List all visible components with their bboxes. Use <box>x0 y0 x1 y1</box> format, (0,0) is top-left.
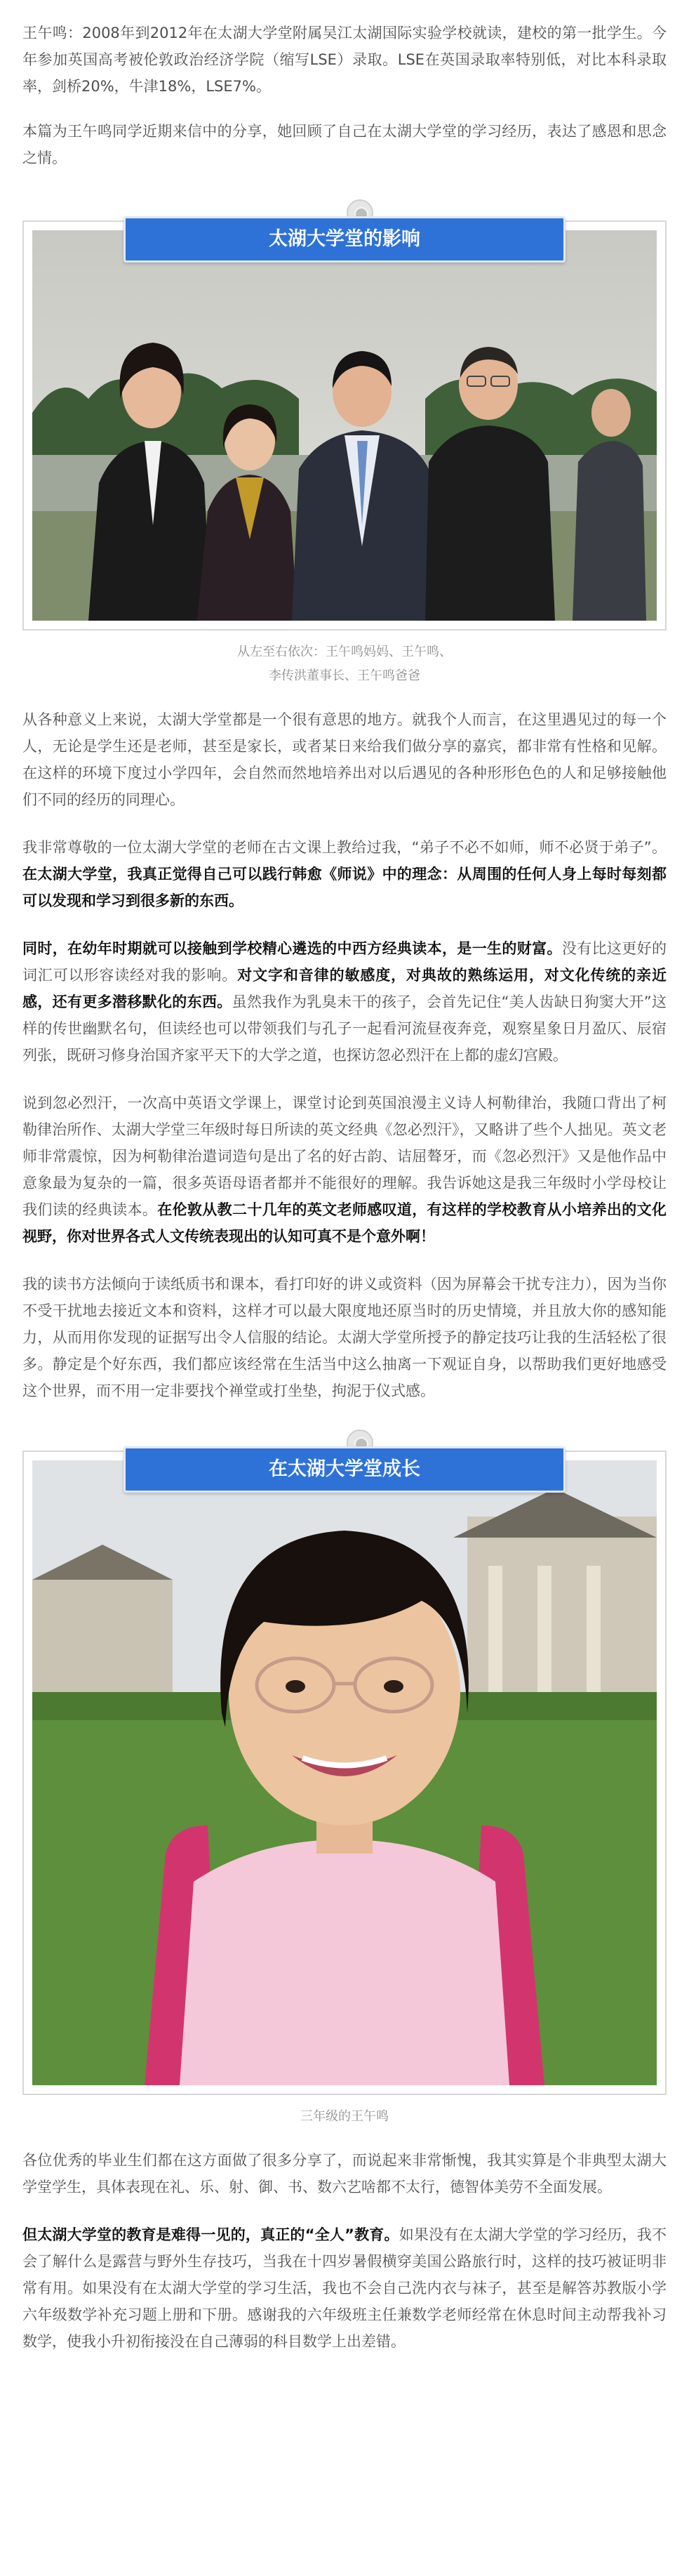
photo-caption-1 <box>22 640 667 688</box>
photo-caption-2: 三年级的王午鸣 <box>300 2109 389 2124</box>
bold-span: 在太湖大学堂，我真正觉得自己可以践行韩愈《师说》中的理念：从周围的任何人身上每时每刻都可以发现和学习到很多新的东西。 <box>22 866 667 909</box>
photo-frame-1 <box>22 220 667 630</box>
bold-span: 对文字和音律的敏感度，对典故的熟练运用，对文化传统的亲近感，还有更多潜移默化的东西。 <box>22 967 667 1010</box>
group-photo <box>32 230 657 621</box>
text-span: 如果没有在太湖大学堂的学习经历，我不会了解什么是露营与野外生存技巧，当我在十四岁暑假横穿美国公路旅行时，这样的技巧被证明非常有用。如果没有在太湖大学堂的学习生活，我也不会自己洗内衣与袜子，甚至是解答苏教版小学六年级数学补充习题上册和下册。感谢我的六年级班主任兼数学老师经常在休息时间主动帮我补习数学，使我小升初衔接没在自己薄弱的科目数学上出差错。 <box>22 2226 667 2350</box>
body-paragraph-3 <box>22 935 667 1069</box>
body-paragraph-2 <box>22 834 667 914</box>
caption-line-2: 李传洪董事长、王午鸣爸爸 <box>269 668 420 683</box>
text-span: 没有比这更好的词汇可以形容读经对我的影响。 <box>22 940 667 984</box>
text-span: 我非常尊敬的一位太湖大学堂的老师在古文课上教给过我，“弟子不必不如师，师不必贤于弟子”。 <box>22 839 667 856</box>
body-paragraph-4 <box>22 1090 667 1250</box>
section-title-banner: 在太湖大学堂成长 <box>123 1446 566 1493</box>
section-title-banner: 太湖大学堂的影响 <box>123 216 566 263</box>
intro-paragraph-1: 王午鸣：2008年到2012年在太湖大学堂附属吴江太湖国际实验学校就读，建校的第一批学生。今年参加英国高考被伦敦政治经济学院（缩写LSE）录取。LSE在英国录取率特别低，对比本科录取率，剑桥20%，牛津18%，LSE7%。 <box>22 25 667 95</box>
bold-span: 但太湖大学堂的教育是难得一见的，真正的“全人”教育。 <box>22 2226 399 2243</box>
text-span: 虽然我作为乳臭未干的孩子，会首先记住“美人齿缺日狗窦大开”这样的传世幽默名句，但读经也可以带领我们与孔子一起看河流昼夜奔竞，观察星象日月盈仄、辰宿列张，既研习修身治国齐家平天下的大学之道，也探访忽必烈汗在上都的虚幻宫殿。 <box>22 993 667 1064</box>
bold-span: 同时，在幼年时期就可以接触到学校精心遴选的中西方经典读本，是一生的财富。 <box>22 940 562 957</box>
text-span: 说到忽必烈汗，一次高中英语文学课上，课堂讨论到英国浪漫主义诗人柯勒律治，我随口背出了柯勒律治所作、太湖大学堂三年级时每日所读的英文经典《忽必烈汗》，又略讲了些个人拙见。英文老师非常震惊，因为柯勒律治遣词造句是出了名的好古韵、诘屈聱牙，而《忽必烈汗》又是他作品中意象最为复杂的一篇，很多英语母语者都并不能很好的理解。我告诉她这是我三年级时小学母校让我们读的经典读本。 <box>22 1095 667 1218</box>
girl-portrait-photo <box>32 1460 657 2085</box>
section-influence <box>22 199 667 688</box>
section-growing <box>22 1429 667 2129</box>
body-paragraph-1: 从各种意义上来说，太湖大学堂都是一个很有意思的地方。就我个人而言，在这里遇见过的每一个人，无论是学生还是老师，甚至是家长，或者某日来给我们做分享的嘉宾，都非常有性格和见解。在这样的环境下度过小学四年，会自然而然地培养出对以后遇见的各种形形色色的人和足够接触他们不同的经历的同理心。 <box>22 711 667 808</box>
photo-frame-2 <box>22 1451 667 2095</box>
body-paragraph-6: 各位优秀的毕业生们都在这方面做了很多分享了，而说起来非常惭愧，我其实算是个非典型太湖大学堂学生，具体表现在礼、乐、射、御、书、数六艺啥都不太行，德智体美劳不全面发展。 <box>22 2152 667 2195</box>
intro-paragraph-2: 本篇为王午鸣同学近期来信中的分享，她回顾了自己在太湖大学堂的学习经历，表达了感恩和思念之情。 <box>22 123 667 166</box>
body-paragraph-7 <box>22 2221 667 2355</box>
bold-span: 在伦敦从教二十几年的英文老师感叹道，有这样的学校教育从小培养出的文化视野，你对世界各式人文传统表现出的认知可真不是个意外啊！ <box>22 1201 667 1245</box>
caption-line-1: 从左至右依次：王午鸣妈妈、王午鸣、 <box>237 645 452 659</box>
body-paragraph-5: 我的读书方法倾向于读纸质书和课本，看打印好的讲义或资料（因为屏幕会干扰专注力），因为当你不受干扰地去接近文本和资料，这样才可以最大限度地还原当时的历史情境，并且放大你的感知能力，从而用你发现的证据写出令人信服的结论。太湖大学堂所授予的静定技巧让我的生活轻松了很多。静定是个好东西，我们都应该经常在生活当中这么抽离一下观证自身，以帮助我们更好地感受这个世界，而不用一定非要找个禅堂或打坐垫，拘泥于仪式感。 <box>22 1276 667 1399</box>
